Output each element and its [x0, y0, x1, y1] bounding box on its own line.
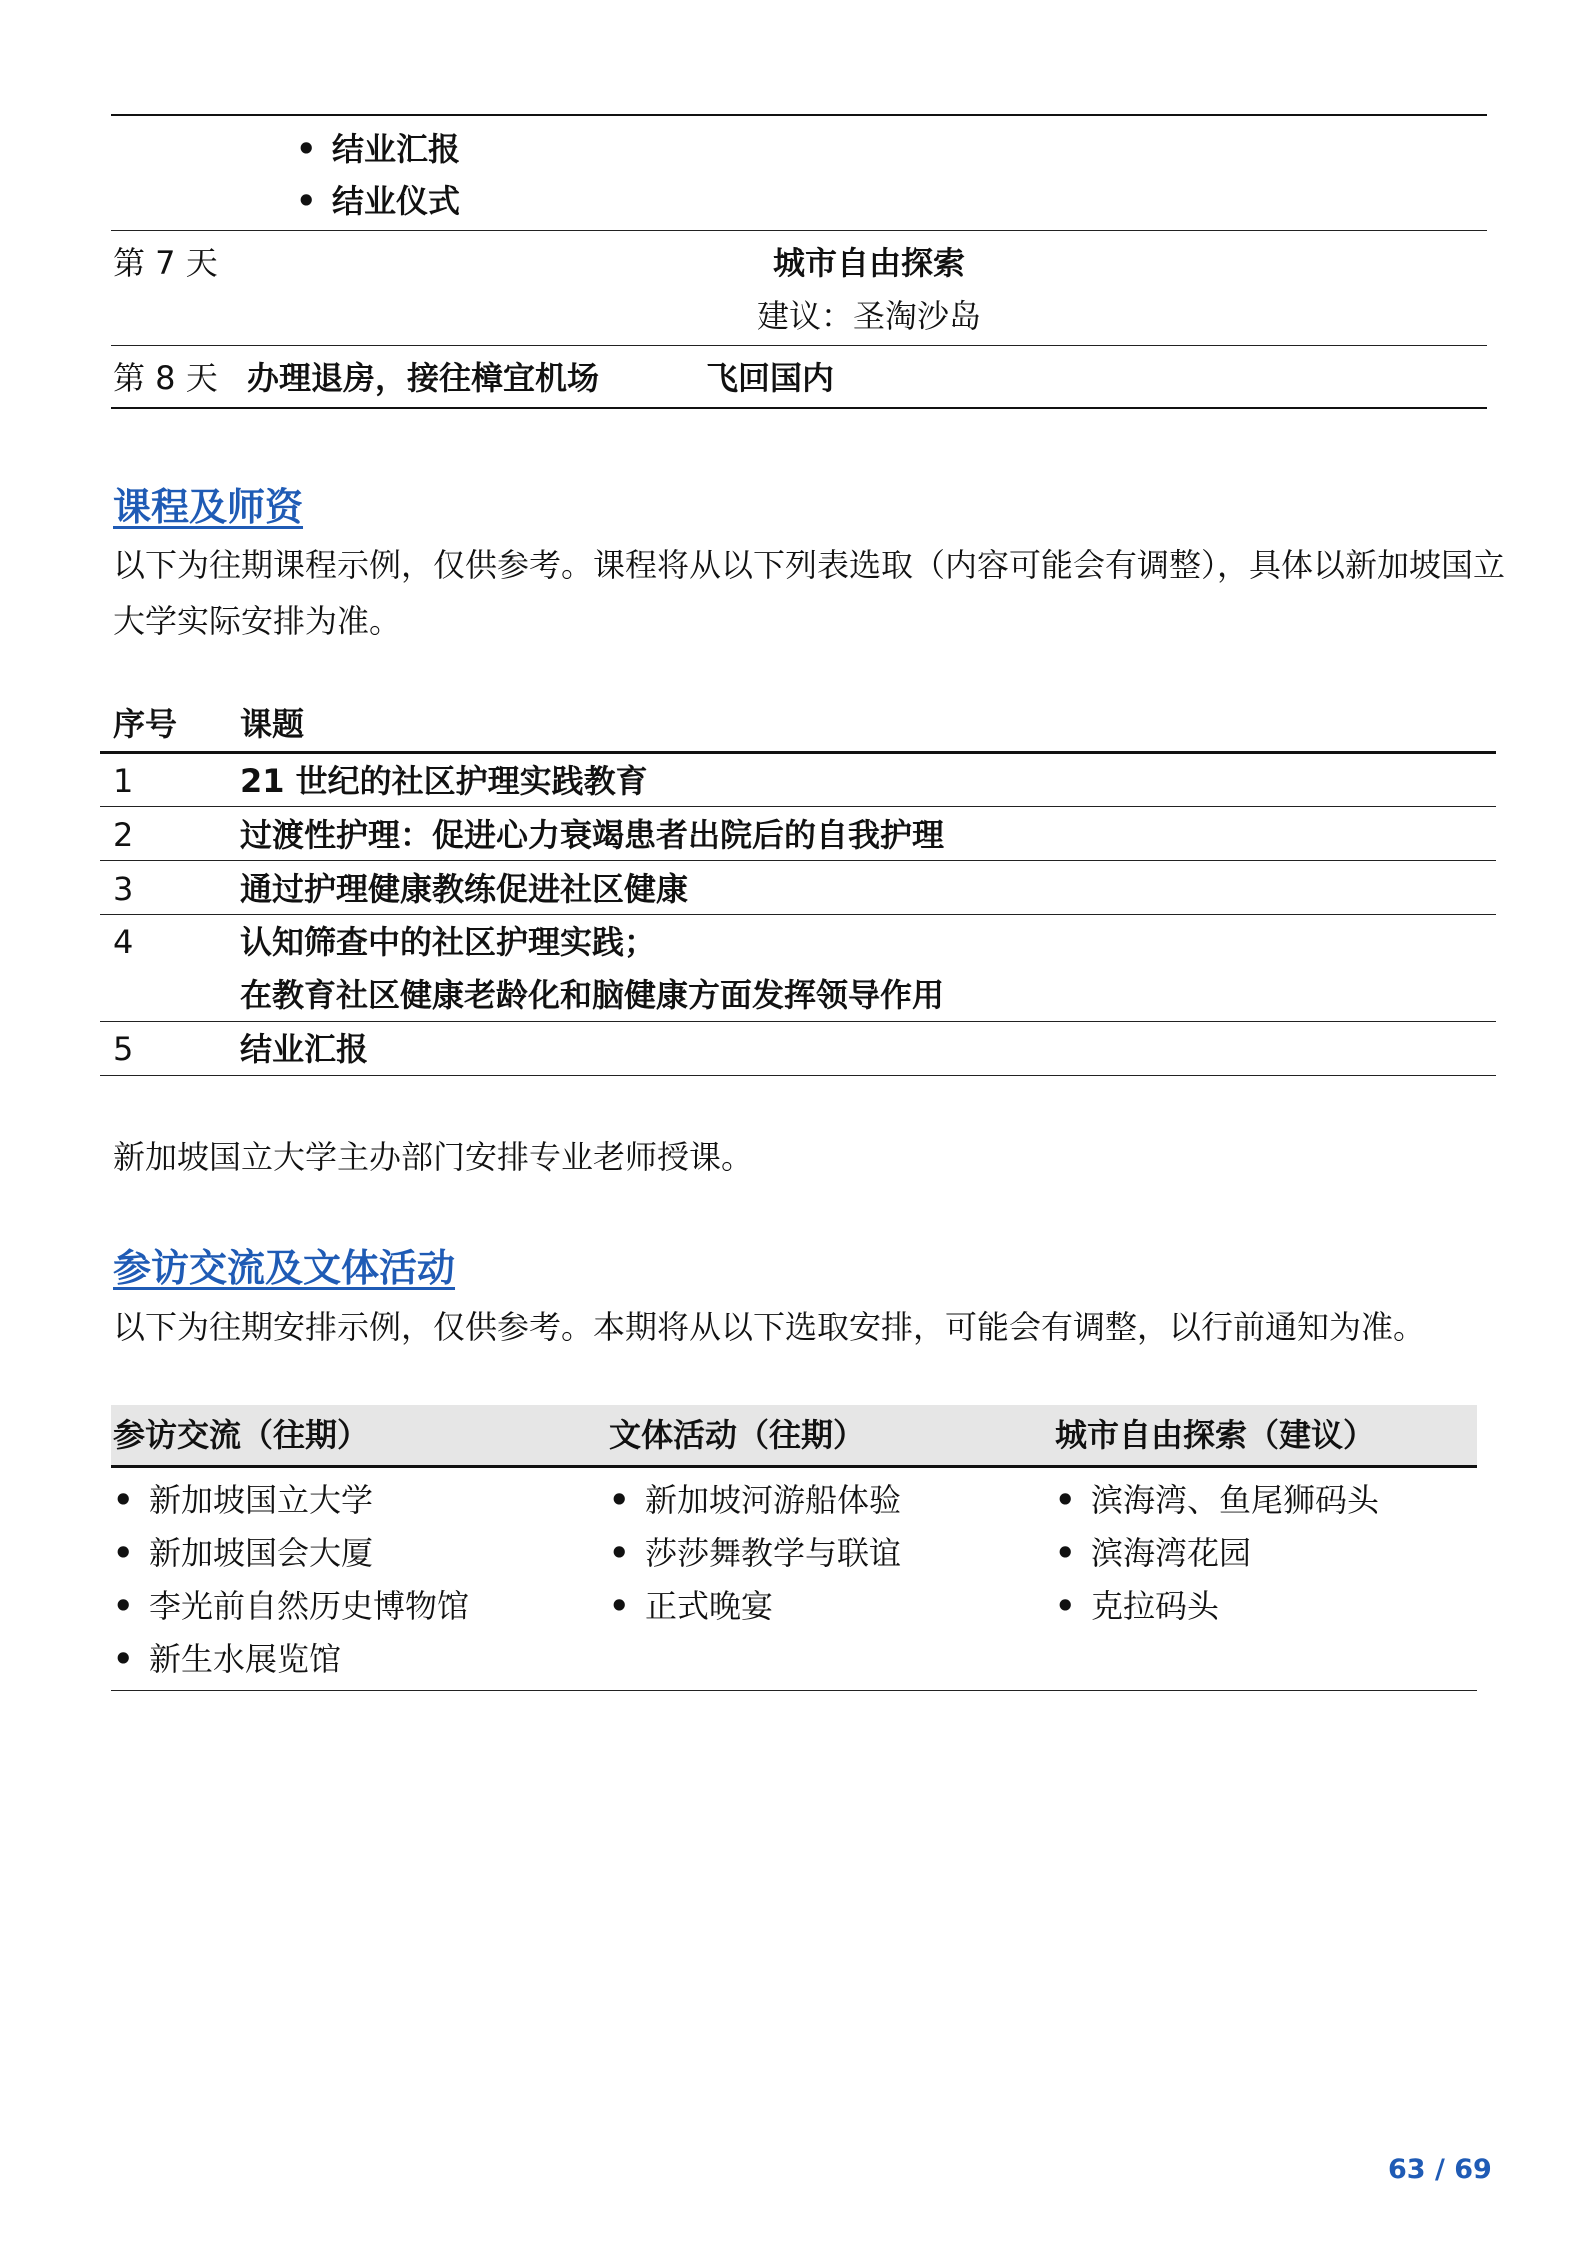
- visits-header-rule: [111, 1465, 1477, 1468]
- visits-header-1: 参访交流（往期）: [113, 1416, 370, 1454]
- activity-item: • 莎莎舞教学与联谊: [609, 1534, 902, 1572]
- visit-item-text: 新加坡国会大厦: [149, 1534, 374, 1572]
- visits-header-2: 文体活动（往期）: [609, 1416, 866, 1454]
- explore-item-text: 克拉码头: [1091, 1587, 1220, 1625]
- course-row-topic: 结业汇报: [240, 1030, 369, 1068]
- course-row-rule: [100, 914, 1496, 915]
- explore-item: • 滨海湾花园: [1055, 1534, 1252, 1572]
- day7-label: 第 7 天: [113, 244, 218, 282]
- visits-header-3: 城市自由探索（建议）: [1055, 1416, 1376, 1454]
- day8-col2: 飞回国内: [706, 359, 835, 397]
- day7-note: 建议：圣淘沙岛: [757, 297, 982, 335]
- courses-intro-line: 大学实际安排为准。: [113, 602, 402, 640]
- day6-item-text: 结业汇报: [332, 130, 461, 168]
- col-header-no: 序号: [113, 705, 178, 743]
- day6-item-text: 结业仪式: [332, 182, 461, 220]
- visit-item: • 新生水展览馆: [113, 1640, 342, 1678]
- courses-bottom-rule: [100, 1075, 1496, 1076]
- visits-heading: 参访交流及文体活动: [113, 1246, 456, 1290]
- visits-intro: 以下为往期安排示例，仅供参考。本期将从以下选取安排，可能会有调整，以行前通知为准。: [113, 1308, 1426, 1346]
- courses-heading: 课程及师资: [113, 485, 304, 529]
- day8-col1: 办理退房，接往樟宜机场: [247, 359, 600, 397]
- visit-item: • 李光前自然历史博物馆: [113, 1587, 470, 1625]
- visit-item: • 新加坡国立大学: [113, 1481, 374, 1519]
- course-row-no: 4: [113, 923, 134, 961]
- explore-item: • 滨海湾、鱼尾狮码头: [1055, 1481, 1380, 1519]
- course-row-no: 3: [113, 870, 134, 908]
- activity-item: • 新加坡河游船体验: [609, 1481, 902, 1519]
- course-row-rule: [100, 1021, 1496, 1022]
- day8-label: 第 8 天: [113, 359, 218, 397]
- visit-item-text: 新生水展览馆: [149, 1640, 342, 1678]
- activity-item: • 正式晚宴: [609, 1587, 774, 1625]
- course-row-no: 2: [113, 816, 134, 854]
- courses-intro-line: 以下为往期课程示例，仅供参考。课程将从以下列表选取（内容可能会有调整），具体以新加坡国立: [113, 546, 1506, 584]
- course-row-no: 5: [113, 1030, 134, 1068]
- course-row-topic: 21 世纪的社区护理实践教育: [240, 762, 648, 800]
- course-row-topic-line2: 在教育社区健康老龄化和脑健康方面发挥领导作用: [240, 976, 945, 1014]
- day7-title: 城市自由探索: [773, 244, 966, 282]
- schedule-rule: [111, 230, 1487, 231]
- visits-bottom-rule: [111, 1690, 1477, 1691]
- course-row-rule: [100, 860, 1496, 861]
- day6-item-2: • 结业仪式: [296, 182, 461, 220]
- course-row-rule: [100, 806, 1496, 807]
- course-row-no: 1: [113, 762, 134, 800]
- day6-item-1: • 结业汇报: [296, 130, 461, 168]
- course-row-topic: 通过护理健康教练促进社区健康: [240, 870, 689, 908]
- explore-item-text: 滨海湾、鱼尾狮码头: [1091, 1481, 1380, 1519]
- schedule-bottom-rule: [111, 407, 1487, 409]
- col-header-topic: 课题: [240, 705, 305, 743]
- courses-header-rule: [100, 751, 1496, 754]
- activity-item-text: 正式晚宴: [645, 1587, 774, 1625]
- explore-item-text: 滨海湾花园: [1091, 1534, 1252, 1572]
- schedule-rule: [111, 345, 1487, 346]
- courses-footer: 新加坡国立大学主办部门安排专业老师授课。: [113, 1138, 754, 1176]
- activity-item-text: 新加坡河游船体验: [645, 1481, 902, 1519]
- course-row-topic: 认知筛查中的社区护理实践；: [240, 923, 657, 961]
- page-number: 63 / 69: [1388, 2154, 1492, 2185]
- visit-item-text: 李光前自然历史博物馆: [149, 1587, 470, 1625]
- activity-item-text: 莎莎舞教学与联谊: [645, 1534, 902, 1572]
- explore-item: • 克拉码头: [1055, 1587, 1220, 1625]
- visit-item-text: 新加坡国立大学: [149, 1481, 374, 1519]
- courses-intro: [113, 537, 1506, 649]
- visit-item: • 新加坡国会大厦: [113, 1534, 374, 1572]
- schedule-top-rule: [111, 114, 1487, 116]
- course-row-topic: 过渡性护理：促进心力衰竭患者出院后的自我护理: [240, 816, 945, 854]
